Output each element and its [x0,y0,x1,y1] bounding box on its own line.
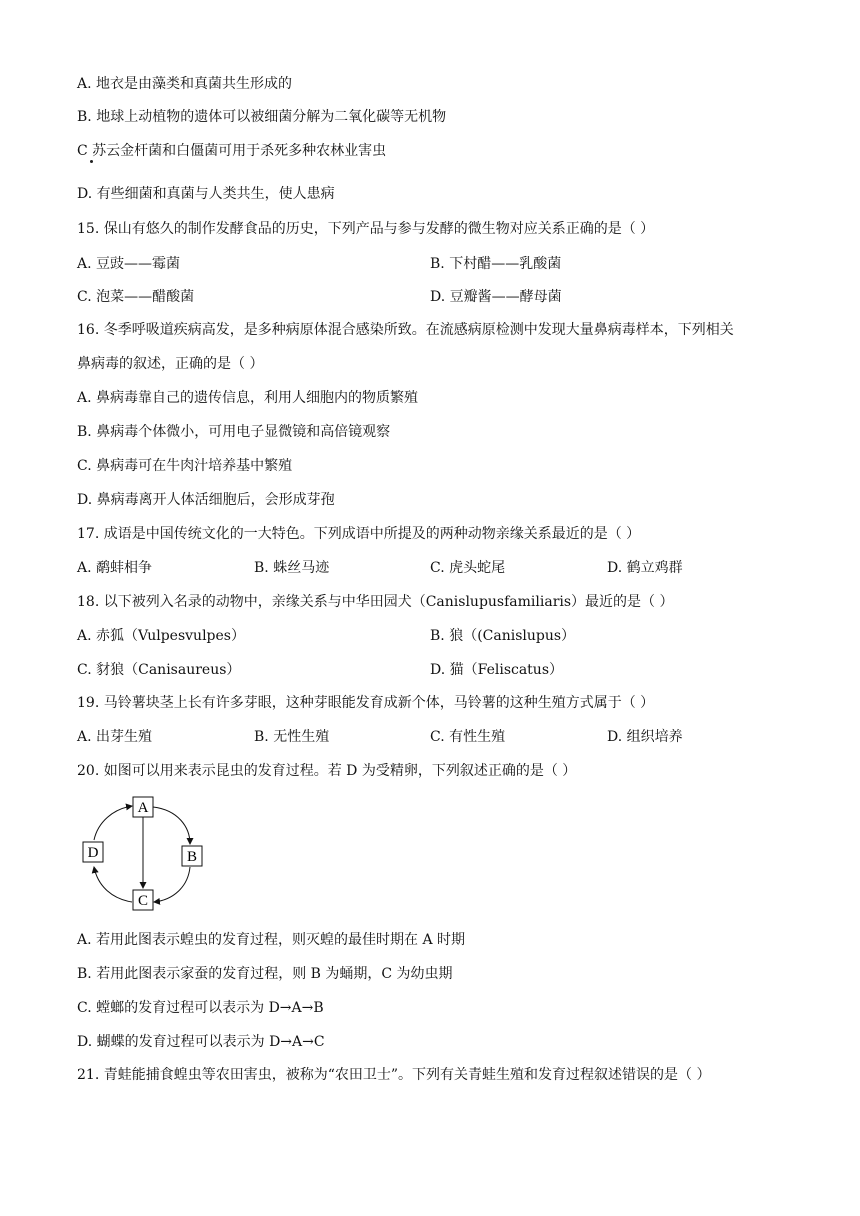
q16-stem-line2: 鼻病毒的叙述，正确的是（ ） [77,356,264,372]
q17-option-a: A. 鹬蚌相争 [77,560,153,576]
q19-option-a: A. 出芽生殖 [77,729,153,745]
arrow-a-to-b [153,807,190,844]
q14-option-d: D. 有些细菌和真菌与人类共生，使人患病 [77,186,335,202]
q20-option-a: A. 若用此图表示蝗虫的发育过程，则灭蝗的最佳时期在 A 时期 [77,932,466,948]
q14-option-c: C 苏云金杆菌和白僵菌可用于杀死多种农林业害虫 [77,143,387,159]
arrow-c-to-d [94,867,132,902]
q16-option-d: D. 鼻病毒离开人体活细胞后，会形成芽孢 [77,492,335,508]
q15-option-d: D. 豆瓣酱——酵母菌 [430,289,562,305]
q15-stem: 15. 保山有悠久的制作发酵食品的历史，下列产品与参与发酵的微生物对应关系正确的是（ ） [77,221,655,237]
arrow-b-to-c [154,867,190,902]
svg-text:A: A [137,800,149,816]
q18-stem: 18. 以下被列入名录的动物中，亲缘关系与中华田园犬（Canislupusfamiliaris）最近的是（ ） [77,594,674,610]
svg-text:B: B [186,849,198,865]
q16-stem-line1: 16. 冬季呼吸道疾病高发，是多种病原体混合感染所致。在流感病原检测中发现大量鼻病毒样本，下列相关 [77,322,734,338]
q17-option-d: D. 鹤立鸡群 [607,560,683,576]
q20-option-c: C. 螳螂的发育过程可以表示为 D→A→B [77,1000,324,1016]
q18-option-c: C. 豺狼（Canisaureus） [77,662,241,678]
arrow-d-to-a [94,806,132,840]
q19-stem: 19. 马铃薯块茎上长有许多芽眼，这种芽眼能发育成新个体，马铃薯的这种生殖方式属于（ ） [77,695,655,711]
stage-box-c [133,890,153,910]
q15-option-a: A. 豆豉——霉菌 [77,256,181,272]
q20-option-b: B. 若用此图表示家蚕的发育过程，则 B 为蛹期，C 为幼虫期 [77,966,453,982]
stage-box-a [133,797,153,817]
q19-option-b: B. 无性生殖 [254,729,330,745]
q15-option-c: C. 泡菜——醋酸菌 [77,289,195,305]
svg-text:C: C [137,893,149,909]
insect-development-cycle-diagram [78,792,213,917]
q18-option-b: B. 狼（(Canislupus） [430,628,576,644]
q20-option-d: D. 蝴蝶的发育过程可以表示为 D→A→C [77,1034,325,1050]
q19-option-c: C. 有性生殖 [430,729,506,745]
q17-stem: 17. 成语是中国传统文化的一大特色。下列成语中所提及的两种动物亲缘关系最近的是（ ） [77,526,641,542]
q16-option-c: C. 鼻病毒可在牛肉汁培养基中繁殖 [77,458,293,474]
stray-dot [90,160,93,163]
q16-option-a: A. 鼻病毒靠自己的遗传信息，利用人细胞内的物质繁殖 [77,390,419,406]
q21-stem: 21. 青蛙能捕食蝗虫等农田害虫，被称为“农田卫士”。下列有关青蛙生殖和发育过程叙述错误的是（ ） [77,1067,711,1083]
q20-stem: 20. 如图可以用来表示昆虫的发育过程。若 D 为受精卵，下列叙述正确的是（ ） [77,763,577,779]
q18-option-d: D. 猫（Feliscatus） [430,662,564,678]
q19-option-d: D. 组织培养 [607,729,683,745]
stage-box-b [182,846,202,866]
q15-option-b: B. 下村醋——乳酸菌 [430,256,562,272]
q17-option-b: B. 蛛丝马迹 [254,560,330,576]
stage-box-d [83,842,103,862]
svg-text:D: D [87,845,99,861]
q16-option-b: B. 鼻病毒个体微小，可用电子显微镜和高倍镜观察 [77,424,391,440]
q18-option-a: A. 赤狐（Vulpesvulpes） [77,628,245,644]
q17-option-c: C. 虎头蛇尾 [430,560,506,576]
q14-option-b: B. 地球上动植物的遗体可以被细菌分解为二氧化碳等无机物 [77,109,447,125]
q14-option-a: A. 地衣是由藻类和真菌共生形成的 [77,76,293,92]
